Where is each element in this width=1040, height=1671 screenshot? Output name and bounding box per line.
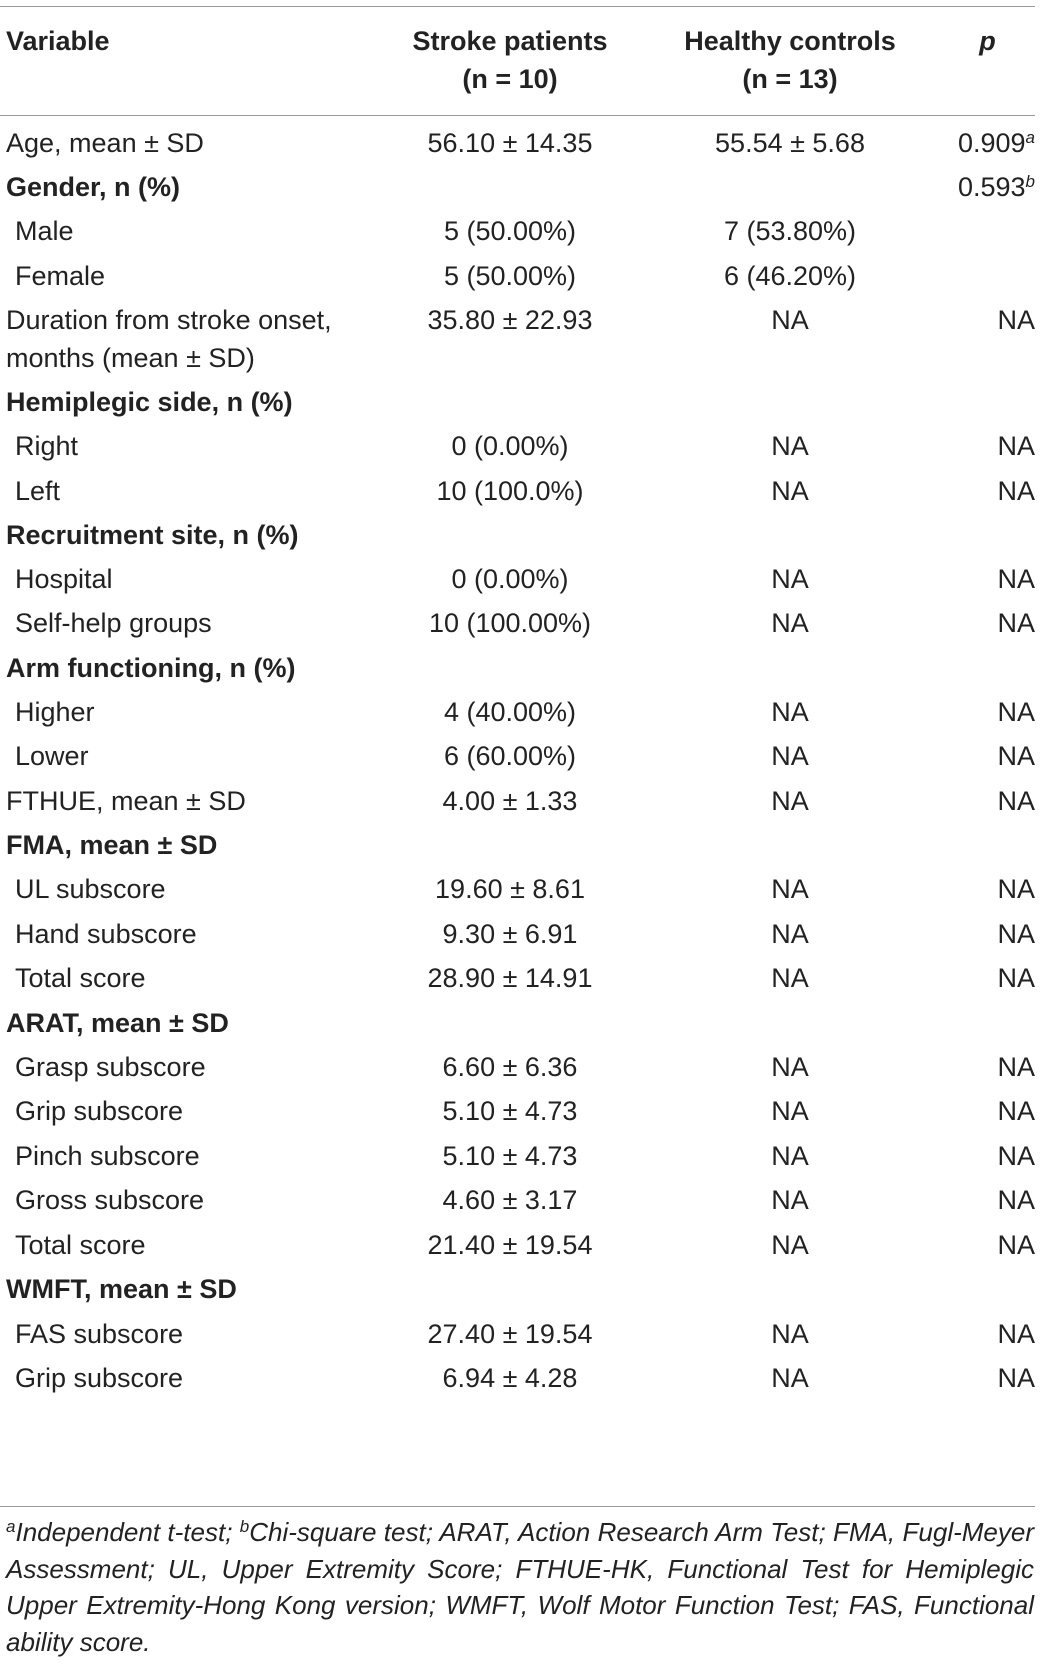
row-label: Right: [15, 431, 79, 461]
table-row: [0, 915, 1040, 962]
stroke-value: 5.10 ± 4.73: [442, 1141, 578, 1171]
row-label: Male: [15, 216, 74, 246]
p-value: [925, 1137, 1035, 1175]
stroke-value: 6.94 ± 4.28: [442, 1363, 578, 1393]
row-label: Lower: [15, 741, 89, 771]
p-number: NA: [997, 1096, 1035, 1126]
stroke-value: 9.30 ± 6.91: [442, 919, 578, 949]
healthy-value: 7 (53.80%): [723, 216, 857, 246]
header-stroke-line1: Stroke patients: [412, 26, 608, 56]
row-label: Recruitment site, n (%): [6, 520, 299, 550]
table-row: [0, 959, 1040, 1006]
row-label: FTHUE, mean ± SD: [6, 786, 246, 816]
healthy-value: NA: [771, 305, 809, 335]
row-label: Gross subscore: [15, 1185, 205, 1215]
row-label: Self-help groups: [15, 608, 212, 638]
stroke-value: 28.90 ± 14.91: [427, 963, 593, 993]
row-label: Gender, n (%): [6, 172, 181, 202]
table-row: [0, 472, 1040, 519]
header-healthy-line2: (n = 13): [742, 64, 838, 94]
p-number: NA: [997, 1141, 1035, 1171]
row-label: Female: [15, 261, 106, 291]
footnote-a-marker: a: [6, 1517, 16, 1536]
footnote-a-text: Independent t-test;: [15, 1517, 240, 1547]
stroke-value: 5 (50.00%): [443, 216, 577, 246]
p-number: NA: [997, 1319, 1035, 1349]
table-row: [0, 124, 1040, 171]
healthy-value: NA: [771, 1052, 809, 1082]
p-value: [925, 959, 1035, 997]
row-label: FMA, mean ± SD: [6, 830, 218, 860]
p-value: [925, 427, 1035, 465]
stroke-value: 6 (60.00%): [443, 741, 577, 771]
stroke-value: 10 (100.0%): [436, 476, 584, 506]
table-row: [0, 737, 1040, 784]
table-row: [0, 1315, 1040, 1362]
p-number: NA: [997, 1052, 1035, 1082]
row-label: Grip subscore: [15, 1363, 184, 1393]
section-row: [0, 649, 1040, 696]
top-rule: [0, 6, 1035, 7]
p-value: [925, 472, 1035, 510]
stroke-value: 6.60 ± 6.36: [442, 1052, 578, 1082]
header-healthy-controls: [665, 22, 915, 98]
p-value: [925, 737, 1035, 775]
table-row: [0, 693, 1040, 740]
stroke-value: 56.10 ± 14.35: [427, 128, 593, 158]
p-value: [925, 915, 1035, 953]
row-label-line2: months (mean ± SD): [6, 343, 255, 373]
p-number: NA: [997, 564, 1035, 594]
row-label: WMFT, mean ± SD: [6, 1274, 237, 1304]
table-row: [0, 1137, 1040, 1184]
row-label: Age, mean ± SD: [6, 128, 204, 158]
healthy-value: NA: [771, 741, 809, 771]
row-label: Duration from stroke onset,: [6, 305, 332, 335]
row-label: Hospital: [15, 564, 113, 594]
healthy-value: NA: [771, 1363, 809, 1393]
header-stroke-line2: (n = 10): [462, 64, 558, 94]
stroke-value: 10 (100.00%): [428, 608, 592, 638]
footnote-b-marker: b: [239, 1517, 250, 1536]
healthy-value: NA: [771, 1096, 809, 1126]
healthy-value: 6 (46.20%): [723, 261, 857, 291]
table-row: [0, 782, 1040, 829]
healthy-value: NA: [771, 1141, 809, 1171]
section-row: [0, 168, 1040, 215]
p-value: [925, 168, 1035, 206]
table-footnote: [6, 1514, 1034, 1660]
stroke-value: 19.60 ± 8.61: [435, 874, 585, 904]
healthy-value: NA: [771, 476, 809, 506]
row-label: Hand subscore: [15, 919, 197, 949]
healthy-value: NA: [771, 1230, 809, 1260]
section-row: [0, 1270, 1040, 1317]
row-label: Total score: [15, 963, 146, 993]
table-row: [0, 1181, 1040, 1228]
section-row: [0, 383, 1040, 430]
p-value: [925, 1315, 1035, 1353]
p-superscript: a: [1025, 128, 1035, 147]
stroke-value: 5 (50.00%): [443, 261, 577, 291]
row-label: FAS subscore: [15, 1319, 184, 1349]
header-healthy-line1: Healthy controls: [684, 26, 896, 56]
row-label: Pinch subscore: [15, 1141, 200, 1171]
p-value: [925, 1226, 1035, 1264]
healthy-value: NA: [771, 697, 809, 727]
row-label: Total score: [15, 1230, 146, 1260]
p-superscript: b: [1025, 172, 1035, 191]
header-variable: Variable: [6, 26, 110, 56]
p-number: NA: [997, 1230, 1035, 1260]
healthy-value: NA: [771, 431, 809, 461]
p-value: [925, 782, 1035, 820]
row-label: Left: [15, 476, 61, 506]
bottom-rule: [0, 1506, 1035, 1507]
table-row: [0, 1359, 1040, 1406]
p-number: NA: [997, 963, 1035, 993]
row-label: Grip subscore: [15, 1096, 184, 1126]
healthy-value: NA: [771, 1319, 809, 1349]
stroke-value: 4.00 ± 1.33: [442, 786, 578, 816]
row-label: Hemiplegic side, n (%): [6, 387, 293, 417]
p-number: NA: [997, 786, 1035, 816]
p-value: [925, 301, 1035, 339]
p-number: NA: [997, 919, 1035, 949]
healthy-value: NA: [771, 1185, 809, 1215]
footnote-b-text: Chi-square test; ARAT, Action Research Arm Test; FMA, Fugl-Meyer Assessment; UL, Upper Extremity Score; FTHUE-HK, Functional Test for Hemiplegic Upper Extremity-Hong Kong version; WMFT, Wolf Motor Function Test; FAS, Functional ability score.: [6, 1517, 1034, 1657]
p-value: [925, 560, 1035, 598]
table-row: [0, 604, 1040, 651]
table-row: [0, 1226, 1040, 1273]
healthy-value: NA: [771, 564, 809, 594]
row-label: Arm functioning, n (%): [6, 653, 296, 683]
section-row: [0, 826, 1040, 873]
header-rule: [0, 115, 1035, 116]
table-row: [0, 560, 1040, 607]
row-label: Higher: [15, 697, 95, 727]
p-value: [925, 870, 1035, 908]
p-number: NA: [997, 1363, 1035, 1393]
table-row: [0, 870, 1040, 917]
row-label: ARAT, mean ± SD: [6, 1008, 229, 1038]
p-number: NA: [997, 608, 1035, 638]
p-value: [925, 1092, 1035, 1130]
stroke-value: 0 (0.00%): [451, 564, 569, 594]
p-value: [925, 124, 1035, 162]
p-number: 0.909: [957, 128, 1026, 158]
section-row: [0, 516, 1040, 563]
table-row: [0, 1048, 1040, 1095]
section-row: [0, 1004, 1040, 1051]
healthy-value: NA: [771, 608, 809, 638]
p-value: [925, 1359, 1035, 1397]
table-row: [0, 257, 1040, 304]
p-number: NA: [997, 697, 1035, 727]
p-number: NA: [997, 305, 1035, 335]
p-number: NA: [997, 431, 1035, 461]
p-value: [925, 604, 1035, 642]
table-row: [0, 301, 1040, 373]
row-label: Grasp subscore: [15, 1052, 206, 1082]
healthy-value: NA: [771, 874, 809, 904]
p-number: NA: [997, 741, 1035, 771]
row-label: UL subscore: [15, 874, 166, 904]
p-value: [925, 693, 1035, 731]
header-p: p: [979, 26, 996, 56]
p-number: 0.593: [957, 172, 1026, 202]
stroke-value: 5.10 ± 4.73: [442, 1096, 578, 1126]
stroke-value: 35.80 ± 22.93: [427, 305, 593, 335]
healthy-value: NA: [771, 919, 809, 949]
healthy-value: NA: [771, 786, 809, 816]
stroke-value: 4.60 ± 3.17: [442, 1185, 578, 1215]
p-number: NA: [997, 1185, 1035, 1215]
table-row: [0, 1092, 1040, 1139]
p-value: [925, 1181, 1035, 1219]
p-value: [925, 1048, 1035, 1086]
stroke-value: 0 (0.00%): [451, 431, 569, 461]
table-row: [0, 427, 1040, 474]
stroke-value: 4 (40.00%): [443, 697, 577, 727]
table-row: [0, 212, 1040, 259]
header-stroke-patients: [385, 22, 635, 98]
p-number: NA: [997, 476, 1035, 506]
stroke-value: 27.40 ± 19.54: [427, 1319, 593, 1349]
p-number: NA: [997, 874, 1035, 904]
healthy-value: NA: [771, 963, 809, 993]
stroke-value: 21.40 ± 19.54: [427, 1230, 593, 1260]
healthy-value: 55.54 ± 5.68: [715, 128, 865, 158]
